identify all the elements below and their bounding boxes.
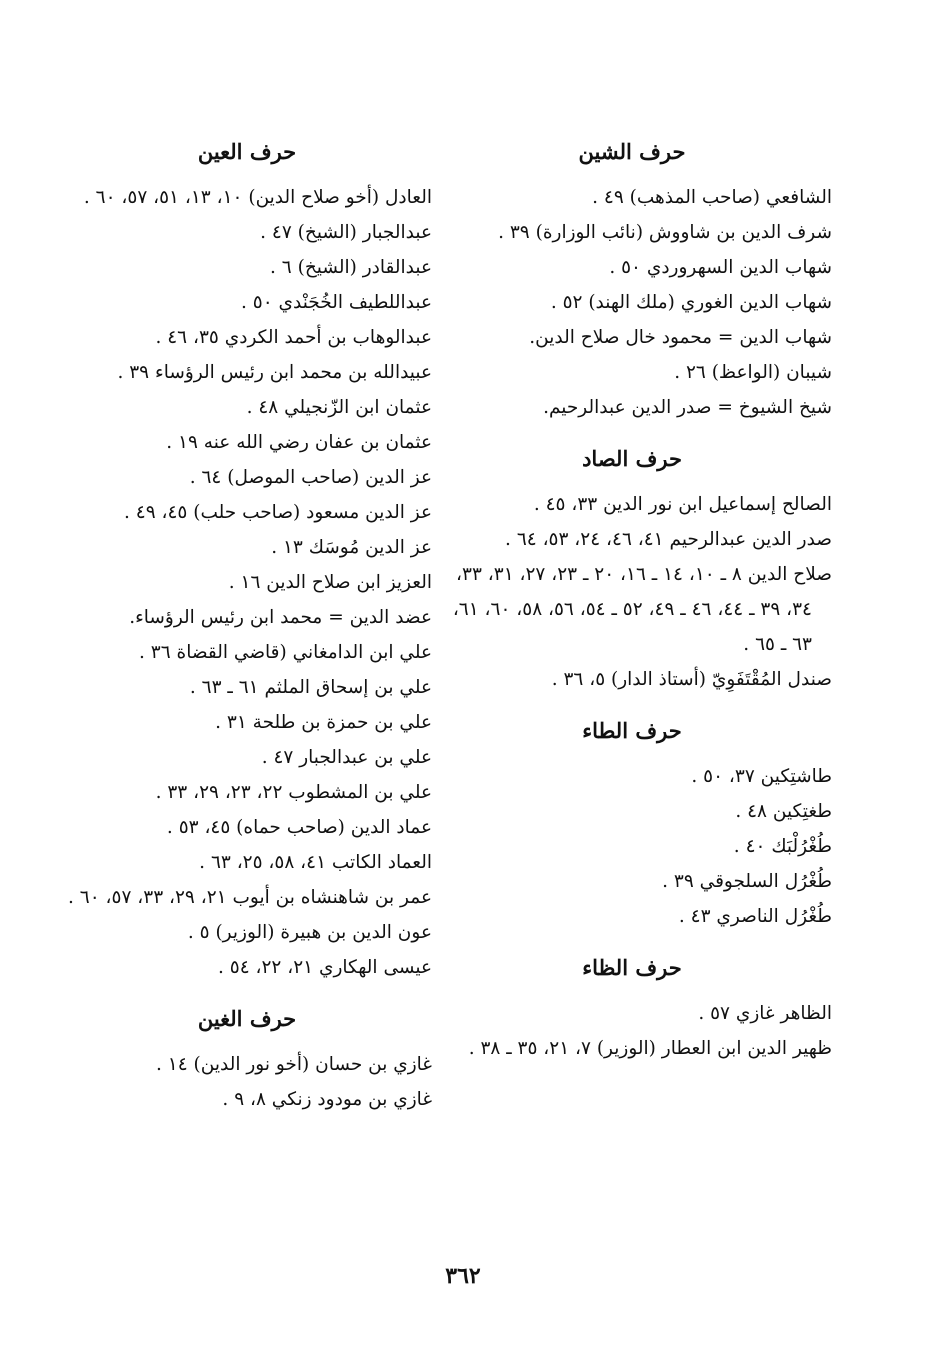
index-entry: شرف الدين بن شاووش (نائب الوزارة) ٣٩ .	[498, 222, 832, 243]
index-entry: عماد الدين (صاحب حماه) ٤٥، ٥٣ .	[166, 817, 432, 838]
index-column-right	[432, 128, 832, 1066]
index-column-left	[62, 128, 432, 1117]
index-entry: صلاح الدين ٨ ـ ١٠، ١٤ ـ ١٦، ٢٠ ـ ٢٣، ٢٧، ٣١، ٣٣، ٣٤، ٣٩ ـ ٤٤، ٤٦ ـ ٤٩، ٥٢ ـ ٥٤، ٥٦، ٥٨، ٦٠، ٦١، ٦٣ ـ ٦٥ .	[452, 564, 832, 655]
index-entry: عمر بن شاهنشاه بن أيوب ٢١، ٢٩، ٣٣، ٥٧، ٦٠ .	[68, 887, 432, 908]
index-entry: عز الدين مسعود (صاحب حلب) ٤٥، ٤٩ .	[124, 502, 432, 523]
index-entry: عضد الدين = محمد ابن رئيس الرؤساء.	[129, 607, 432, 628]
index-entry: شهاب الدين الغوري (ملك الهند) ٥٢ .	[550, 292, 832, 313]
index-entry: شهاب الدين = محمود خال صلاح الدين.	[529, 327, 832, 348]
index-entry: غازي بن مودود زنكي ٨، ٩ .	[222, 1089, 432, 1110]
index-entry: عز الدين مُوسَك ١٣ .	[271, 537, 432, 558]
index-entry: طاشتِكين ٣٧، ٥٠ .	[691, 766, 832, 787]
index-entry: طُغْرُل السلجوقي ٣٩ .	[662, 871, 832, 892]
index-entry: عز الدين (صاحب الموصل) ٦٤ .	[189, 467, 432, 488]
index-entry: عيسى الهكاري ٢١، ٢٢، ٥٤ .	[218, 957, 432, 978]
page-number: ٣٦٢	[445, 1263, 481, 1289]
section-gap	[432, 697, 832, 707]
index-entry: علي بن المشطوب ٢٢، ٢٣، ٢٩، ٣٣ .	[155, 782, 432, 803]
index-entry: عبدالوهاب بن أحمد الكردي ٣٥، ٤٦ .	[155, 327, 432, 348]
index-entry: شيخ الشيوخ = صدر الدين عبدالرحيم.	[543, 397, 832, 418]
letter-heading: حرف الطاء	[582, 718, 682, 743]
index-entry: العادل (أخو صلاح الدين) ١٠، ١٣، ٥١، ٥٧، ٦٠ .	[83, 187, 432, 208]
index-entry: عبدالجبار (الشيخ) ٤٧ .	[260, 222, 432, 243]
index-entry: العماد الكاتب ٤١، ٥٨، ٢٥، ٦٣ .	[199, 852, 432, 873]
index-entry: عثمان ابن الزّنجيلي ٤٨ .	[246, 397, 432, 418]
letter-heading: حرف الظاء	[582, 955, 682, 980]
letter-heading: حرف العين	[197, 139, 297, 164]
index-entry: الصالح إسماعيل ابن نور الدين ٣٣، ٤٥ .	[533, 494, 832, 515]
index-entry: عبيدالله بن محمد ابن رئيس الرؤساء ٣٩ .	[117, 362, 432, 383]
index-entry: علي بن إسحاق الملثم ٦١ ـ ٦٣ .	[189, 677, 432, 698]
section-gap	[432, 934, 832, 944]
index-entry: عثمان بن عفان رضي الله عنه ١٩ .	[166, 432, 432, 453]
index-entry: عون الدين بن هبيرة (الوزير) ٥ .	[187, 922, 432, 943]
index-entry: صندل المُقْتَفَوِيّ (أستاذ الدار) ٥، ٣٦ .	[551, 669, 832, 690]
index-entry: علي ابن الدامغاني (قاضي القضاة ٣٦ .	[139, 642, 432, 663]
section-gap	[62, 985, 432, 995]
index-entry: طُغْرُلْبَك ٤٠ .	[733, 836, 832, 857]
index-entry: ظهير الدين ابن العطار (الوزير) ٧، ٢١، ٣٥ ـ ٣٨ .	[468, 1038, 832, 1059]
index-entry: غازي بن حسان (أخو نور الدين) ١٤ .	[156, 1054, 432, 1075]
index-entry: علي بن حمزة بن طلحة ٣١ .	[215, 712, 432, 733]
index-entry: الظاهر غازي ٥٧ .	[698, 1003, 832, 1024]
letter-heading: حرف الشين	[578, 139, 686, 164]
index-entry: الشافعي (صاحب المذهب) ٤٩ .	[592, 187, 832, 208]
index-entry: صدر الدين عبدالرحيم ٤١، ٤٦، ٢٤، ٥٣، ٦٤ .	[505, 529, 832, 550]
index-entry: طُغْرُل الناصري ٤٣ .	[678, 906, 832, 927]
section-gap	[432, 425, 832, 435]
index-entry: عبداللطيف الخُجَنْدي ٥٠ .	[241, 292, 432, 313]
index-entry: طغتِكين ٤٨ .	[735, 801, 832, 822]
letter-heading: حرف الصاد	[582, 446, 682, 471]
index-entry: العزيز ابن صلاح الدين ١٦ .	[228, 572, 432, 593]
index-entry: علي بن عبدالجبار ٤٧ .	[261, 747, 432, 768]
index-entry: شهاب الدين السهروردي ٥٠ .	[609, 257, 832, 278]
letter-heading: حرف الغين	[197, 1006, 297, 1031]
index-entry: عبدالقادر (الشيخ) ٦ .	[270, 257, 432, 278]
index-entry: شيبان (الواعظ) ٢٦ .	[674, 362, 832, 383]
